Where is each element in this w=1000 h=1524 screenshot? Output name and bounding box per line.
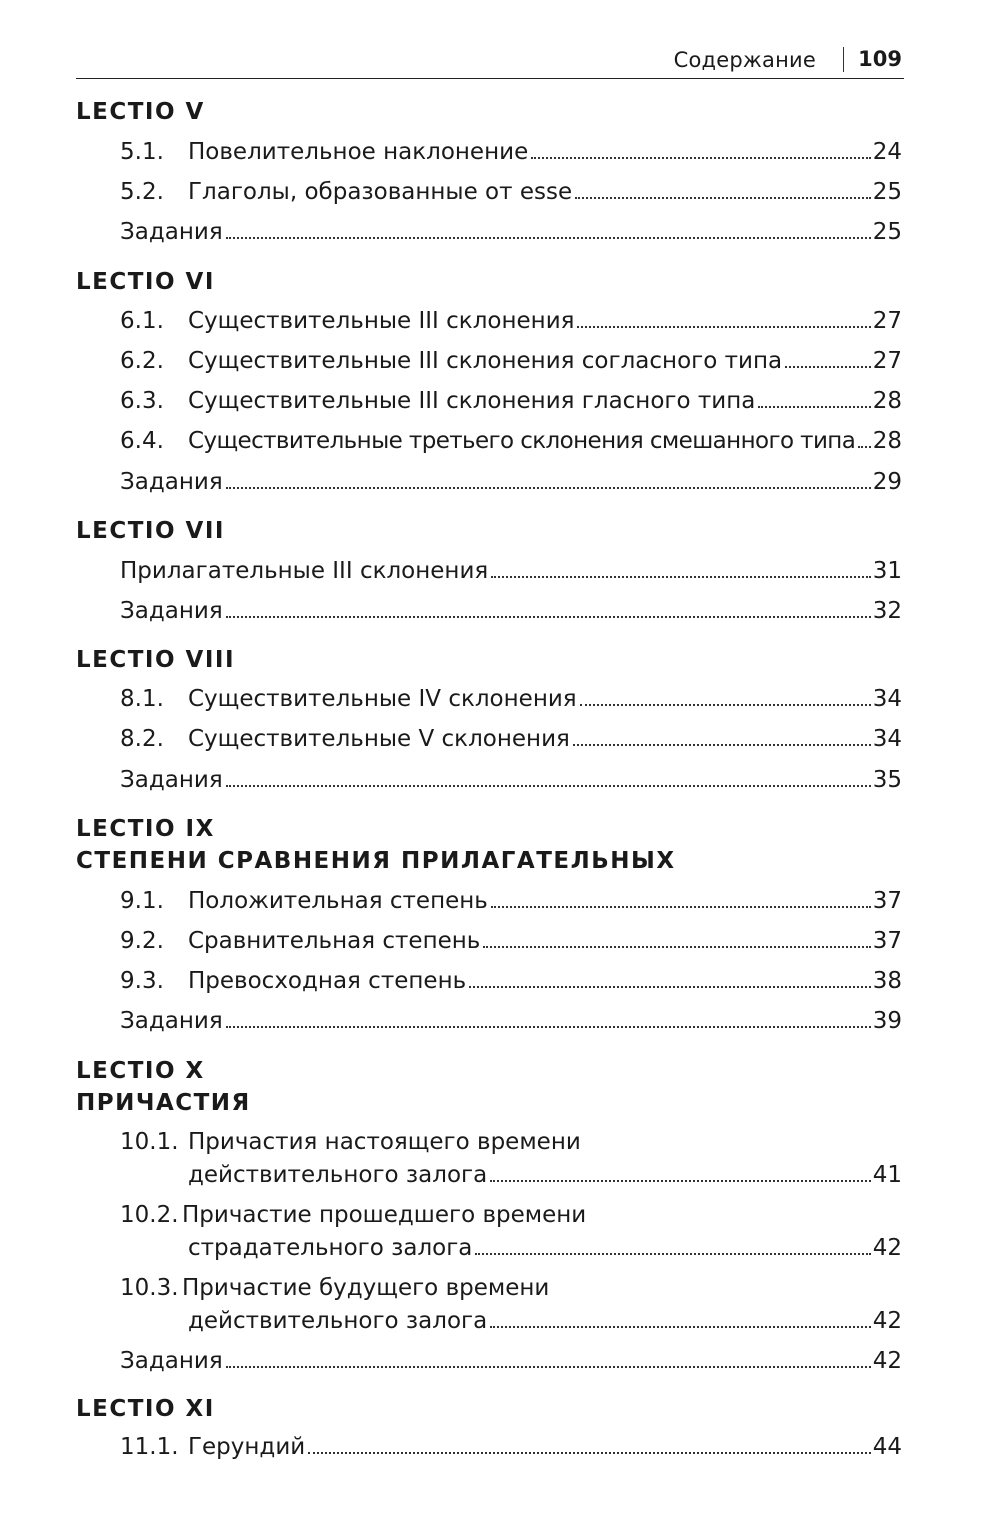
entry-title-line2: страдательного залога <box>188 1235 473 1261</box>
dot-leader <box>226 779 871 787</box>
dot-leader <box>226 1020 871 1028</box>
lectio-subheading: СТЕПЕНИ СРАВНЕНИЯ ПРИЛАГАТЕЛЬНЫХ <box>76 848 676 874</box>
lectio-heading: LECTIO VII <box>76 518 225 544</box>
toc-entry-tasks[interactable] <box>76 467 902 497</box>
entry-title: Прилагательные III склонения <box>120 558 489 584</box>
toc-entry-tasks[interactable] <box>76 1006 902 1036</box>
dot-leader <box>226 610 871 618</box>
toc-entry-tasks[interactable] <box>76 217 902 247</box>
lectio-heading: LECTIO VI <box>76 269 215 295</box>
dot-leader <box>226 1360 871 1368</box>
entry-title-line2: действительного залога <box>188 1162 488 1188</box>
entry-number: 6.4. <box>120 428 164 454</box>
dot-leader <box>490 1174 871 1182</box>
entry-page: 42 <box>872 1308 902 1334</box>
entry-number: 9.1. <box>120 888 164 914</box>
running-head-separator <box>843 47 845 72</box>
entry-page: 37 <box>872 928 902 954</box>
dot-leader <box>469 980 871 988</box>
entry-number: 5.2. <box>120 179 164 205</box>
entry-page: 25 <box>872 219 902 245</box>
dot-leader <box>575 191 871 199</box>
entry-title-line2: действительного залога <box>188 1308 488 1334</box>
entry-page: 24 <box>872 139 902 165</box>
dot-leader <box>483 940 870 948</box>
entry-page: 37 <box>872 888 902 914</box>
entry-title: Повелительное наклонение <box>188 139 529 165</box>
toc-entry[interactable] <box>76 1233 902 1263</box>
entry-number: 10.1. <box>120 1129 179 1155</box>
toc-entry[interactable] <box>76 386 902 416</box>
toc-entry[interactable] <box>76 177 902 207</box>
entry-title-line1: Причастие будущего времени <box>182 1275 550 1301</box>
toc-entry[interactable] <box>76 926 902 956</box>
entry-page: 28 <box>872 388 902 414</box>
entry-title: Существительные III склонения гласного типа <box>188 388 756 414</box>
entry-page: 39 <box>872 1008 902 1034</box>
toc-entry[interactable] <box>76 306 902 336</box>
entry-title: Сравнительная степень <box>188 928 481 954</box>
toc-entry[interactable] <box>76 426 902 456</box>
entry-title: Задания <box>120 219 223 245</box>
entry-number: 9.2. <box>120 928 164 954</box>
toc-entry[interactable] <box>76 556 902 586</box>
entry-title: Задания <box>120 469 223 495</box>
lectio-heading: LECTIO VIII <box>76 647 236 673</box>
running-head <box>76 44 904 79</box>
dot-leader <box>858 440 870 448</box>
entry-page: 34 <box>872 686 902 712</box>
entry-title: Существительные III склонения согласного типа <box>188 348 783 374</box>
entry-page: 32 <box>872 598 902 624</box>
entry-number: 9.3. <box>120 968 164 994</box>
entry-title: Задания <box>120 767 223 793</box>
entry-number: 6.1. <box>120 308 164 334</box>
toc-entry[interactable] <box>76 886 902 916</box>
entry-page: 29 <box>872 469 902 495</box>
dot-leader <box>491 570 870 578</box>
entry-title: Существительные третьего склонения смешанного типа <box>188 428 856 454</box>
lectio-heading: LECTIO V <box>76 99 205 125</box>
entry-title: Существительные IV склонения <box>188 686 577 712</box>
entry-page: 25 <box>872 179 902 205</box>
entry-page: 42 <box>872 1235 902 1261</box>
entry-page: 28 <box>872 428 902 454</box>
entry-title: Существительные III склонения <box>188 308 575 334</box>
dot-leader <box>491 900 871 908</box>
entry-page: 27 <box>872 308 902 334</box>
toc-entry-tasks[interactable] <box>76 765 902 795</box>
entry-page: 27 <box>872 348 902 374</box>
toc-entry[interactable] <box>76 1160 902 1190</box>
entry-number: 8.1. <box>120 686 164 712</box>
toc-entry[interactable] <box>76 684 902 714</box>
toc-entry[interactable] <box>76 1432 902 1462</box>
entry-page: 44 <box>872 1434 902 1460</box>
entry-number: 10.3. <box>120 1275 179 1301</box>
dot-leader <box>475 1247 870 1255</box>
toc-entry[interactable] <box>76 966 902 996</box>
entry-page: 35 <box>872 767 902 793</box>
entry-title: Положительная степень <box>188 888 488 914</box>
entry-title: Задания <box>120 1348 223 1374</box>
dot-leader <box>580 698 871 706</box>
toc-entry-tasks[interactable] <box>76 596 902 626</box>
entry-title-line1: Причастия настоящего времени <box>188 1129 581 1155</box>
entry-title: Задания <box>120 1008 223 1034</box>
entry-page: 41 <box>872 1162 902 1188</box>
entry-title: Глаголы, образованные от esse <box>188 179 573 205</box>
dot-leader <box>490 1320 871 1328</box>
entry-page: 42 <box>872 1348 902 1374</box>
running-head-section: Содержание <box>673 48 816 72</box>
dot-leader <box>577 320 870 328</box>
entry-number: 6.3. <box>120 388 164 414</box>
entry-number: 5.1. <box>120 139 164 165</box>
dot-leader <box>531 151 871 159</box>
entry-title: Существительные V склонения <box>188 726 570 752</box>
entry-title: Герундий <box>188 1434 306 1460</box>
toc-entry[interactable] <box>76 137 902 167</box>
dot-leader <box>226 231 871 239</box>
entry-title: Задания <box>120 598 223 624</box>
dot-leader <box>758 400 870 408</box>
entry-page: 34 <box>872 726 902 752</box>
lectio-heading: LECTIO XI <box>76 1396 215 1422</box>
entry-number: 8.2. <box>120 726 164 752</box>
page-number: 109 <box>858 47 902 71</box>
toc-entry-tasks[interactable] <box>76 1346 902 1376</box>
dot-leader <box>308 1446 870 1454</box>
dot-leader <box>573 738 871 746</box>
entry-number: 6.2. <box>120 348 164 374</box>
entry-page: 38 <box>872 968 902 994</box>
dot-leader <box>226 481 871 489</box>
entry-title: Превосходная степень <box>188 968 467 994</box>
toc-entry[interactable] <box>76 1306 902 1336</box>
entry-page: 31 <box>872 558 902 584</box>
lectio-heading: LECTIO X <box>76 1058 205 1084</box>
dot-leader <box>785 360 871 368</box>
lectio-heading: LECTIO IX <box>76 816 215 842</box>
entry-number: 10.2. <box>120 1202 179 1228</box>
toc-entry[interactable] <box>76 346 902 376</box>
lectio-subheading: ПРИЧАСТИЯ <box>76 1090 251 1116</box>
entry-title-line1: Причастие прошедшего времени <box>182 1202 587 1228</box>
toc-entry[interactable] <box>76 724 902 754</box>
entry-number: 11.1. <box>120 1434 179 1460</box>
